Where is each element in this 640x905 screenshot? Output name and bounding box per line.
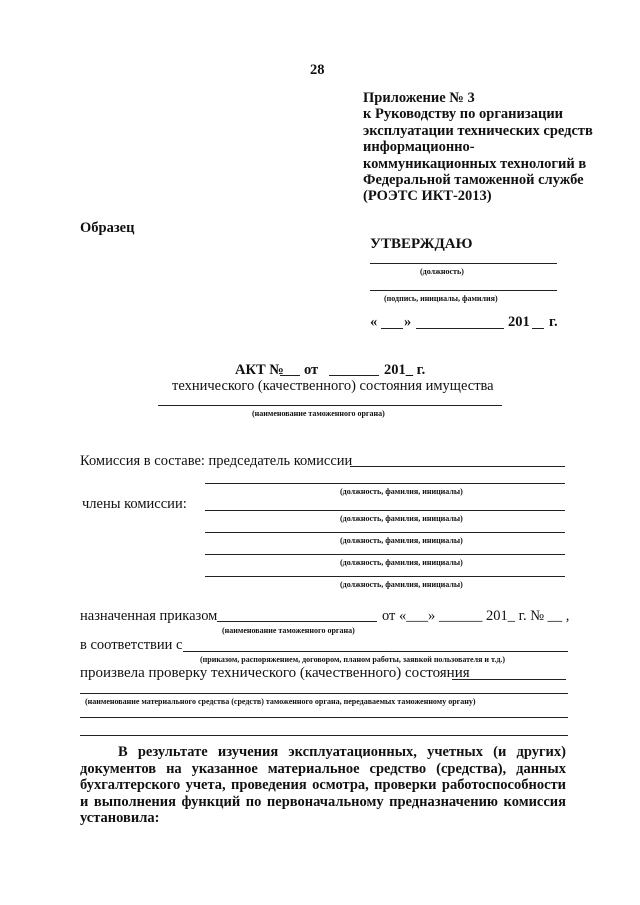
position-line[interactable] [370, 263, 557, 264]
approval-date-open: « [370, 314, 378, 330]
approval-year: 201 [508, 314, 530, 330]
order-org-caption: (наименование таможенного органа) [222, 626, 355, 635]
order-date: от «___» ______ 201_ г. № __ , [382, 608, 570, 624]
member-line-3[interactable] [205, 554, 565, 555]
act-number-line[interactable] [280, 375, 300, 376]
accordance-label: в соответствии с [80, 637, 183, 653]
appendix-header [363, 90, 593, 205]
appendix-line: (РОЭТС ИКТ-2013) [363, 188, 492, 205]
asset-line[interactable] [80, 693, 568, 694]
member-line-1[interactable] [205, 510, 565, 511]
member-caption-4: (должность, фамилия, инициалы) [340, 580, 463, 589]
accordance-caption: (приказом, распоряжением, договором, планом работы, заявкой пользователя и т.д.) [200, 655, 506, 664]
member-caption-3: (должность, фамилия, инициалы) [340, 558, 463, 567]
appendix-line: коммуникационных технологий в [363, 155, 587, 172]
page-number: 28 [310, 62, 325, 78]
act-org-caption: (наименование таможенного органа) [252, 409, 385, 418]
act-title-from: от [304, 362, 319, 378]
appendix-line: Приложение № 3 [363, 90, 475, 106]
chair-line-2[interactable] [205, 483, 565, 484]
appendix-line: информационно- [363, 139, 475, 156]
asset-line-3[interactable] [80, 735, 568, 736]
member-caption-1: (должность, фамилия, инициалы) [340, 514, 463, 523]
approval-title: УТВЕРЖДАЮ [370, 236, 473, 252]
asset-caption: (наименование материального средства (средств) таможенного органа, передаваемых таможенному органу) [85, 697, 476, 706]
chair-label: Комиссия в составе: председатель комиссии [80, 453, 353, 469]
position-caption: (должность) [420, 267, 464, 276]
conclusion-paragraph: В результате изучения эксплуатационных, учетных (и других) документов на указанное материальное средство (средства), данных бухгалтерского учета, проведения осмотра, проверки работоспособности и выполнения функций по первоначальному предназначению комиссия установила: [80, 744, 566, 826]
act-org-line[interactable] [158, 405, 502, 406]
act-date-line[interactable] [329, 375, 379, 376]
members-label: члены комиссии: [82, 496, 187, 512]
sample-label: Образец [80, 220, 135, 236]
order-label: назначенная приказом [80, 608, 218, 624]
act-subtitle: технического (качественного) состояния имущества [172, 378, 494, 394]
check-line[interactable] [452, 679, 566, 680]
signature-line[interactable] [370, 290, 557, 291]
asset-line-2[interactable] [80, 717, 568, 718]
approval-year-line[interactable] [532, 328, 544, 329]
member-line-2[interactable] [205, 532, 565, 533]
check-label: произвела проверку технического (качественного) состояния [80, 665, 470, 681]
approval-date-close: » [404, 314, 412, 330]
approval-year-suffix: г. [549, 314, 558, 330]
accordance-line[interactable] [183, 651, 568, 652]
signature-caption: (подпись, инициалы, фамилия) [384, 294, 498, 303]
appendix-line: эксплуатации технических средств [363, 122, 593, 139]
approval-month-line[interactable] [416, 328, 504, 329]
appendix-line: Федеральной таможенной службе [363, 172, 584, 189]
member-caption-2: (должность, фамилия, инициалы) [340, 536, 463, 545]
member-line-4[interactable] [205, 576, 565, 577]
chair-caption: (должность, фамилия, инициалы) [340, 487, 463, 496]
chair-line[interactable] [350, 466, 565, 467]
act-title-prefix: АКТ № [235, 362, 284, 378]
approval-day-line[interactable] [381, 328, 403, 329]
act-title-year: 201_ г. [384, 362, 426, 378]
order-org-line[interactable] [217, 621, 377, 622]
appendix-line: к Руководству по организации [363, 106, 564, 123]
